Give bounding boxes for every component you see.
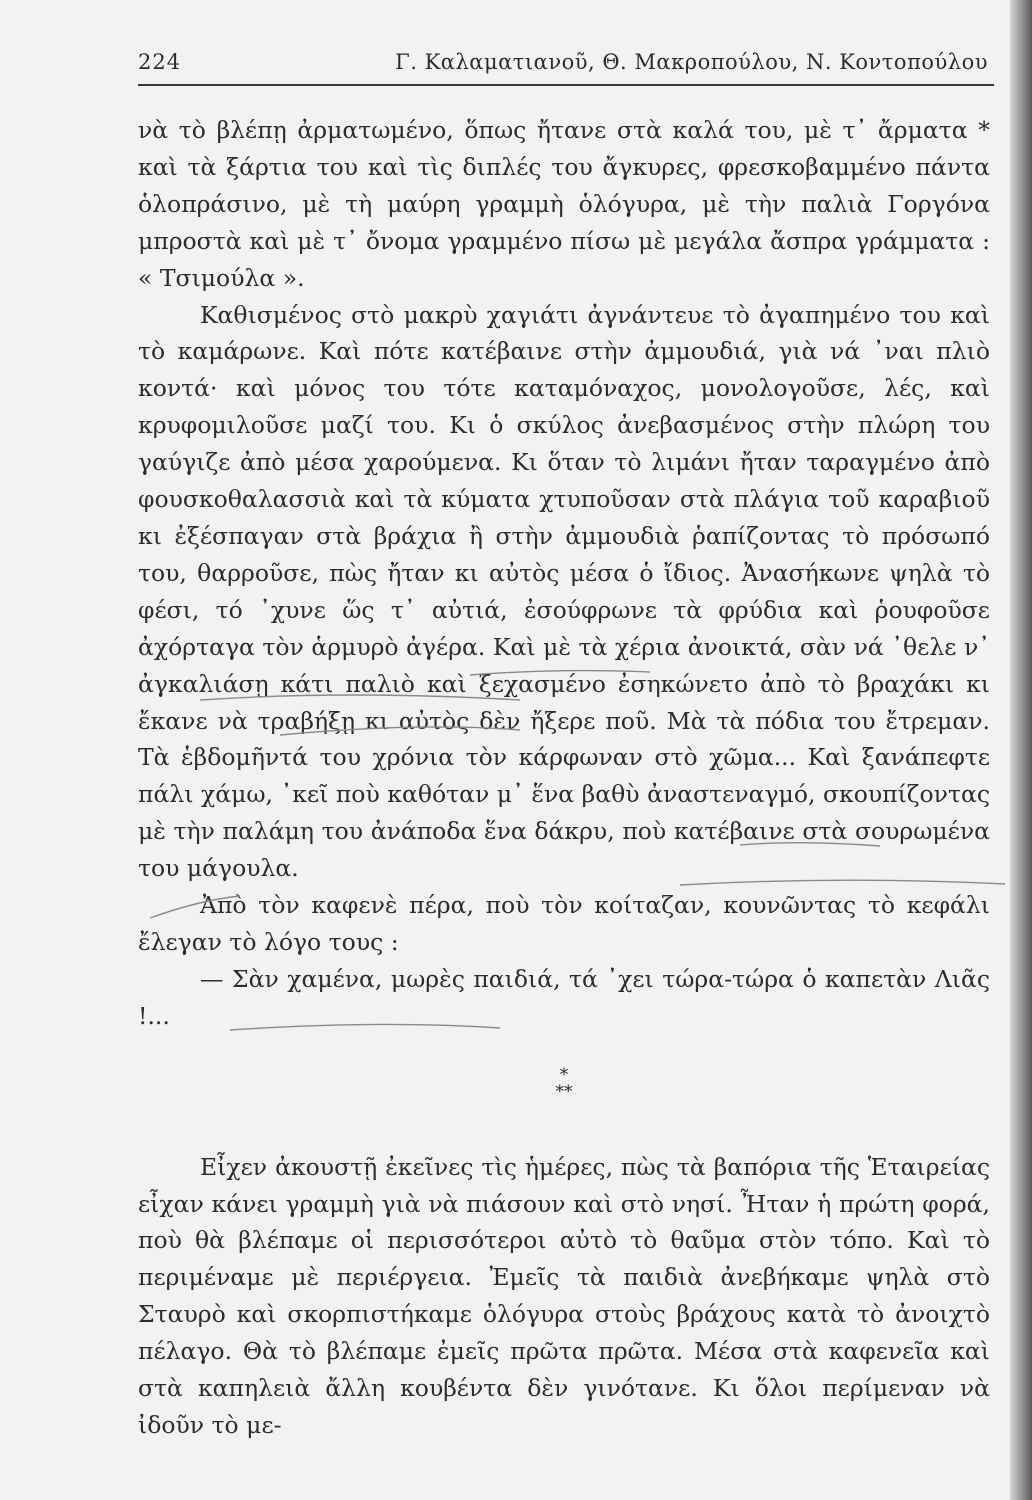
dialogue-line: — Σὰν χαμένα, μωρὲς παιδιά, τά ᾽χει τώρα-τώρα ὁ καπετὰν Λιᾶς !... <box>138 964 990 1030</box>
page-edge-shadow <box>1010 0 1032 1500</box>
asterism-bottom: ** <box>555 1081 573 1102</box>
section-break <box>138 1064 990 1102</box>
running-head: Γ. Καλαματιανοῦ, Θ. Μακροπούλου, Ν. Κοντοπούλου <box>395 50 988 74</box>
paragraph: νὰ τὸ βλέπῃ ἀρματωμένο, ὅπως ἤτανε στὰ καλά του, μὲ τ᾽ ἄρματα * καὶ τὰ ξάρτια του καὶ τὶς διπλές του ἄγκυρες, φρεσκοβαμμένο πάντα ὁλοπράσινο, μὲ τὴ μαύρη γραμμὴ ὁλόγυρα, μὲ τὴν παλιὰ Γοργόνα μπροστὰ καὶ μὲ τ᾽ ὄνομα γραμμένο πίσω μὲ μεγάλα ἄσπρα γράμματα : « Τσιμούλα ». <box>138 116 990 292</box>
header-rule <box>138 84 994 86</box>
body-text <box>138 112 990 1444</box>
paragraph: Ἀπὸ τὸν καφενὲ πέρα, ποὺ τὸν κοίταζαν, κουνῶντας τὸ κεφάλι ἔλεγαν τὸ λόγο τους : <box>138 891 990 956</box>
paragraph: Εἶχεν ἀκουστῇ ἐκεῖνες τὶς ἡμέρες, πὼς τὰ βαπόρια τῆς Ἑταιρείας εἶχαν κάνει γραμμὴ γιὰ νὰ πιάσουν καὶ στὸ νησί. Ἦταν ἡ πρώτη φορά, ποὺ θὰ βλέπαμε οἱ περισσότεροι αὐτὸ τὸ θαῦμα στὸν τόπο. Καὶ τὸ περιμέναμε μὲ περιέργεια. Ἐμεῖς τὰ παιδιὰ ἀνεβήκαμε ψηλὰ στὸ Σταυρὸ καὶ σκορπιστήκαμε ὁλόγυρα στοὺς βράχους κατὰ τὸ ἀνοιχτὸ πέλαγο. Θὰ τὸ βλέπαμε ἐμεῖς πρῶτα πρῶτα. Μέσα στὰ καφενεῖα καὶ στὰ καπηλειὰ ἄλλη κουβέντα δὲν γινότανε. Κι ὅλοι περίμεναν νὰ ἰδοῦν τὸ με- <box>138 1152 990 1439</box>
page-number: 224 <box>138 50 182 74</box>
paragraph: Καθισμένος στὸ μακρὺ χαγιάτι ἀγνάντευε τὸ ἀγαπημένο του καὶ τὸ καμάρωνε. Καὶ πότε κατέβαινε στὴν ἀμμουδιά, γιὰ νά ᾽ναι πλιὸ κοντά· καὶ μόνος του τότε καταμόναχος, μονολογοῦσε, λές, καὶ κρυφομιλοῦσε μαζί του. Κι ὁ σκύλος ἀνεβασμένος στὴν πλώρη του γαύγιζε ἀπὸ μέσα χαρούμενα. Κι ὅταν τὸ λιμάνι ἤταν ταραγμένο ἀπὸ φουσκοθαλασσιὰ καὶ τὰ κύματα χτυποῦσαν στὰ πλάγια τοῦ καραβιοῦ κι ἐξέσπαγαν στὰ βράχια ἢ στὴν ἀμμουδιὰ ῥαπίζοντας τὸ πρόσωπό του, θαρροῦσε, πὼς ἤταν κι αὐτὸς μέσα ὁ ἴδιος. Ἀνασήκωνε ψηλὰ τὸ φέσι, τό ᾽χυνε ὥς τ᾽ αὐτιά, ἐσούφρωνε τὰ φρύδια καὶ ῥουφοῦσε ἀχόρταγα τὸν ἁρμυρὸ ἀγέρα. Καὶ μὲ τὰ χέρια ἀνοικτά, σὰν νά ᾽θελε ν᾽ ἀγκαλιάσῃ κάτι παλιὸ καὶ ξεχασμένο ἐσηκώνετο ἀπὸ τὸ βραχάκι κι ἔκανε νὰ τραβήξῃ κι αὐτὸς δὲν ἤξερε ποῦ. Μὰ τὰ πόδια του ἔτρεμαν. Τὰ ἑβδομῆντά του χρόνια τὸν κάρφωναν στὸ χῶμα... Καὶ ξανάπεφτε πάλι χάμω, ᾽κεῖ ποὺ καθόταν μ᾽ ἕνα βαθὺ ἀναστεναγμό, σκουπίζοντας μὲ τὴν παλάμη του ἀνάποδα ἕνα δάκρυ, ποὺ κατέβαινε στὰ σουρωμένα του μάγουλα. <box>138 300 990 883</box>
asterism-top: * <box>559 1064 569 1085</box>
page-header <box>138 42 988 82</box>
